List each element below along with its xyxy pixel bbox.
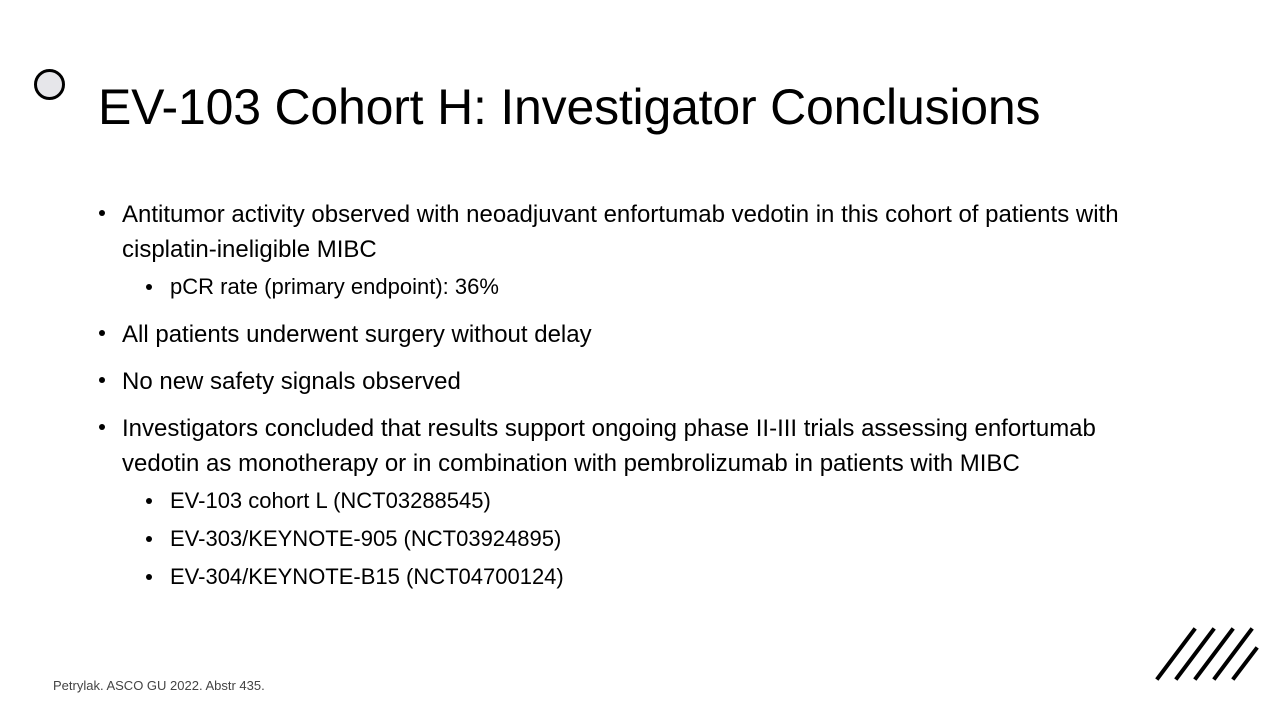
sub-bullet-item: EV-103 cohort L (NCT03288545) bbox=[144, 485, 1136, 517]
sub-bullet-item: EV-303/KEYNOTE-905 (NCT03924895) bbox=[144, 523, 1136, 555]
slide-title: EV-103 Cohort H: Investigator Conclusions bbox=[98, 79, 1041, 135]
footnote-citation: Petrylak. ASCO GU 2022. Abstr 435. bbox=[53, 678, 265, 693]
bullet-item: Investigators concluded that results support ongoing phase II-III trials assessing enfortumab vedotin as monotherapy or in combination with pembrolizumab in patients with MIBC bbox=[96, 411, 1136, 481]
sub-bullet-item: EV-304/KEYNOTE-B15 (NCT04700124) bbox=[144, 561, 1136, 593]
bullet-item: Antitumor activity observed with neoadjuvant enfortumab vedotin in this cohort of patients with cisplatin-ineligible MIBC bbox=[96, 197, 1136, 267]
slashes-icon bbox=[1150, 624, 1260, 684]
bullet-list bbox=[96, 197, 1136, 599]
circle-icon bbox=[34, 69, 65, 100]
sub-bullet-item: pCR rate (primary endpoint): 36% bbox=[144, 271, 1136, 303]
bullet-item: No new safety signals observed bbox=[96, 364, 1136, 399]
bullet-item: All patients underwent surgery without delay bbox=[96, 317, 1136, 352]
